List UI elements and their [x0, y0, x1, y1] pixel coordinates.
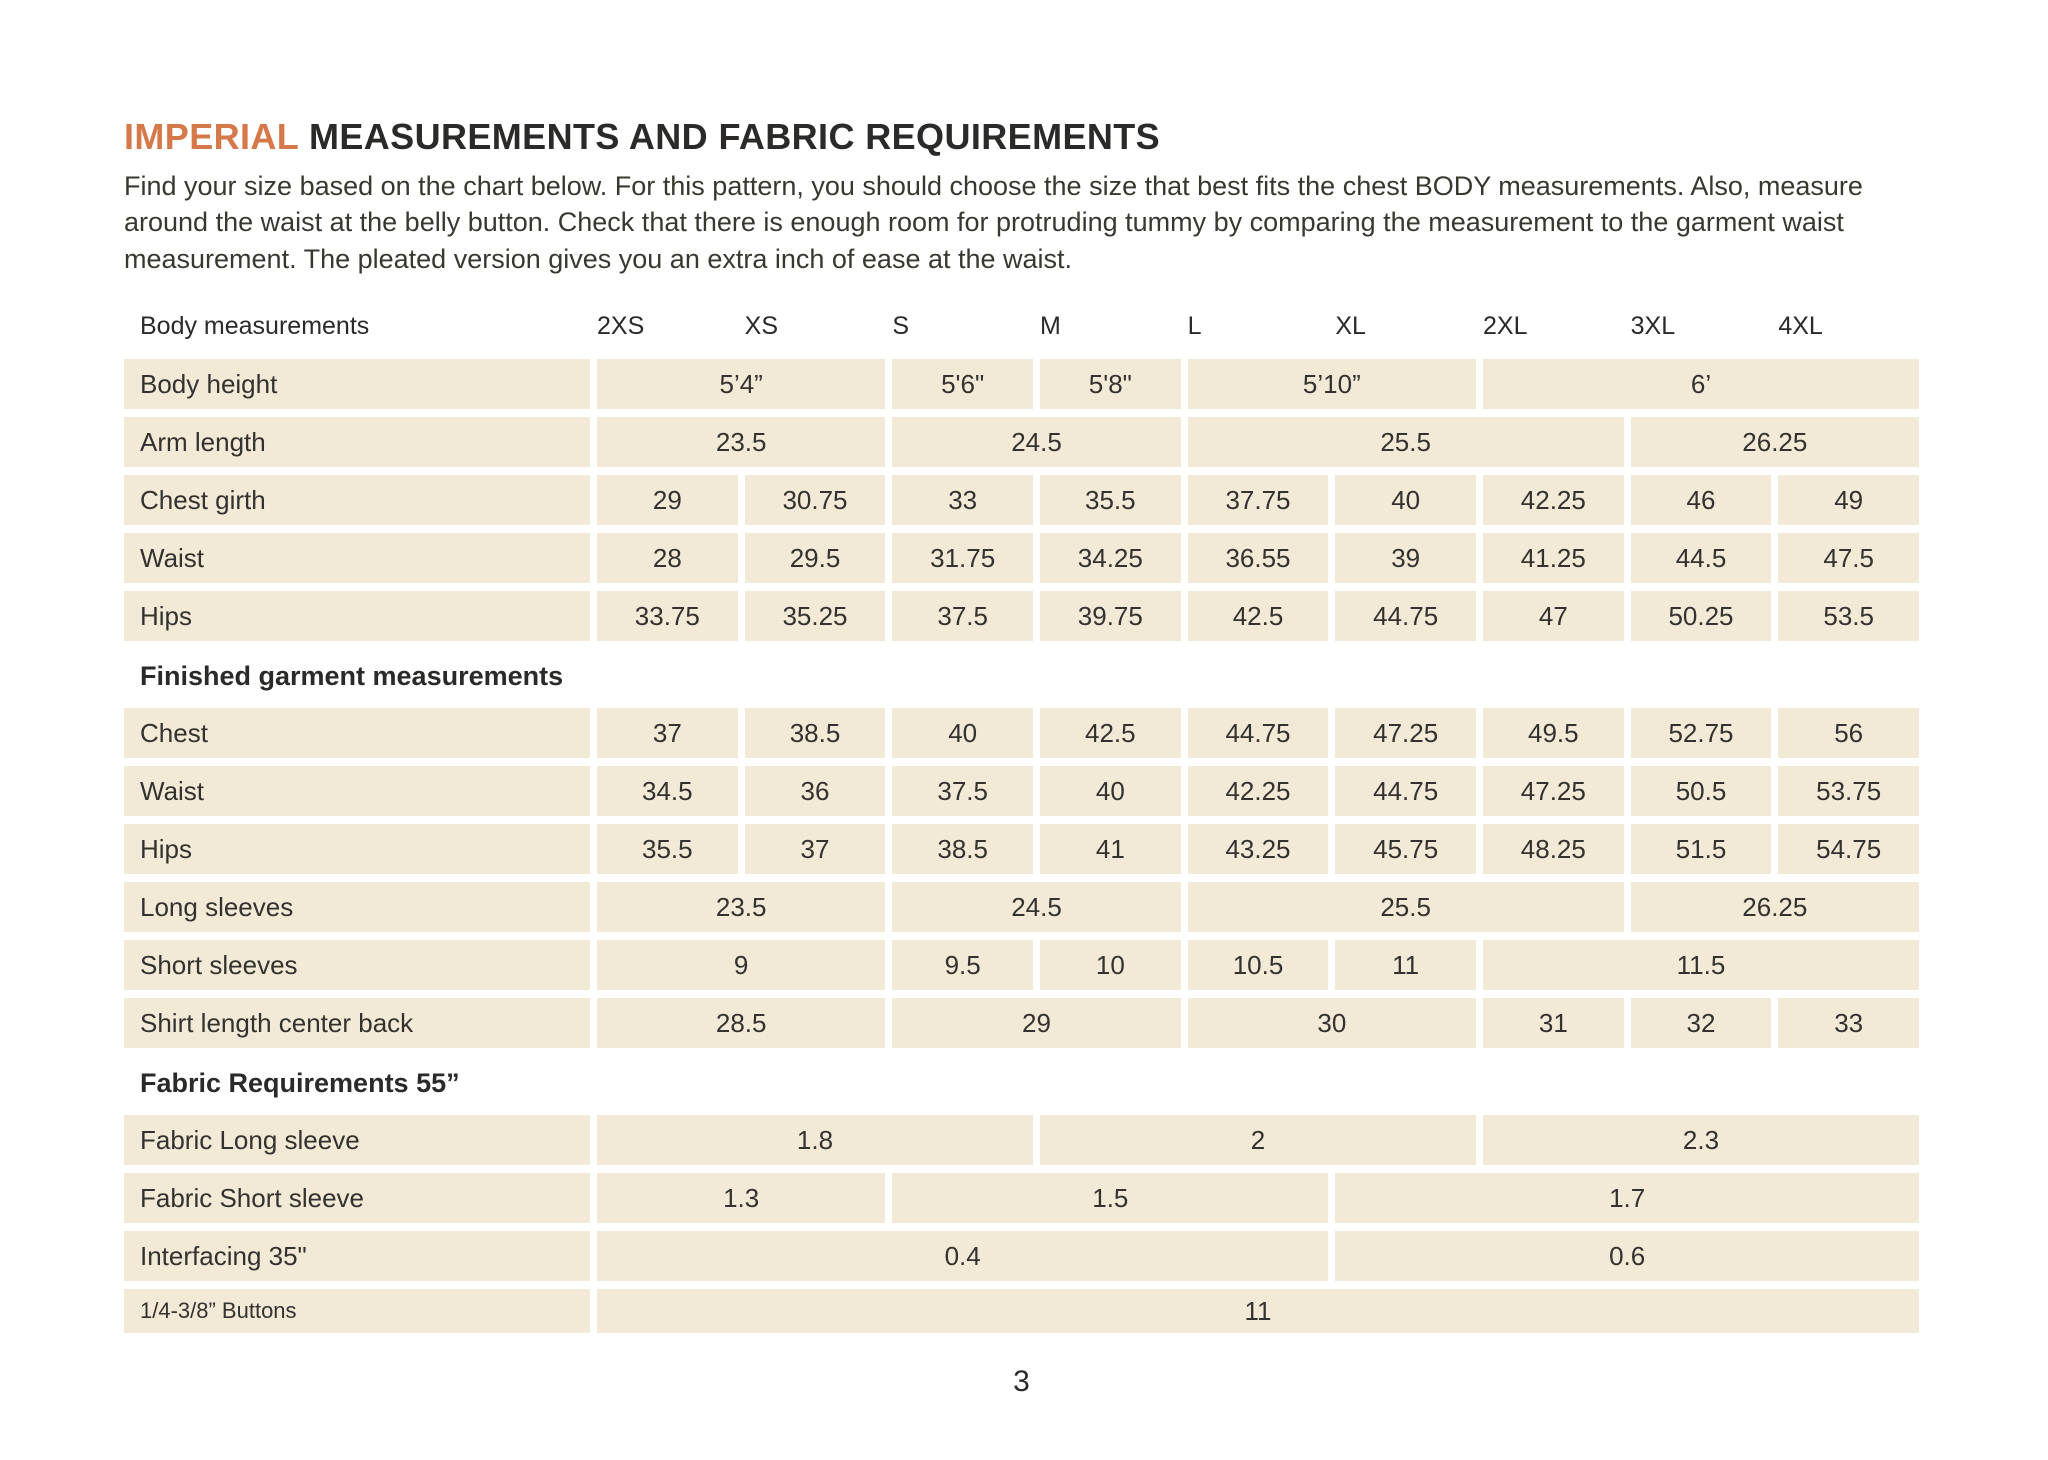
value-cell: 29 — [892, 998, 1180, 1048]
page-number: 3 — [1013, 1365, 1030, 1399]
value-cell: 26.25 — [1631, 882, 1919, 932]
value-cell: 37.75 — [1188, 475, 1329, 525]
table-row — [124, 1231, 1919, 1281]
value-cell: 1.3 — [597, 1173, 885, 1223]
value-cell: 49.5 — [1483, 708, 1624, 758]
value-cell: 0.6 — [1335, 1231, 1919, 1281]
value-cell: 41.25 — [1483, 533, 1624, 583]
size-column-header: S — [892, 311, 910, 340]
value-cell: 47 — [1483, 591, 1624, 641]
row-label: Short sleeves — [124, 940, 590, 990]
value-cell: 47.25 — [1483, 766, 1624, 816]
size-column-header: XL — [1335, 311, 1366, 340]
value-cell: 47.5 — [1778, 533, 1919, 583]
value-cell: 44.5 — [1631, 533, 1772, 583]
measurements-table — [124, 305, 1919, 1333]
table-row — [124, 417, 1919, 467]
value-cell: 5’10” — [1188, 359, 1476, 409]
value-cell: 44.75 — [1188, 708, 1329, 758]
value-cell: 46 — [1631, 475, 1772, 525]
table-row — [124, 766, 1919, 816]
value-cell: 2.3 — [1483, 1115, 1919, 1165]
value-cell: 24.5 — [892, 882, 1180, 932]
value-cell: 2 — [1040, 1115, 1476, 1165]
title-rest: MEASUREMENTS AND FABRIC REQUIREMENTS — [298, 116, 1161, 157]
size-column-header: 4XL — [1778, 311, 1823, 340]
row-label: Waist — [124, 766, 590, 816]
table-row — [124, 591, 1919, 641]
value-cell: 43.25 — [1188, 824, 1329, 874]
table-row — [124, 305, 1919, 347]
value-cell: 42.25 — [1188, 766, 1329, 816]
value-cell: 51.5 — [1631, 824, 1772, 874]
row-label: Fabric Long sleeve — [124, 1115, 590, 1165]
row-label: Fabric Short sleeve — [124, 1173, 590, 1223]
size-column-header: M — [1040, 311, 1061, 340]
value-cell: 25.5 — [1188, 882, 1624, 932]
value-cell: 10 — [1040, 940, 1181, 990]
table-row — [124, 359, 1919, 409]
table-row — [124, 1289, 1919, 1333]
value-cell: 1.8 — [597, 1115, 1033, 1165]
value-cell: 37.5 — [892, 766, 1033, 816]
row-label: Waist — [124, 533, 590, 583]
value-cell: 6’ — [1483, 359, 1919, 409]
value-cell: 30 — [1188, 998, 1476, 1048]
row-label: Body height — [124, 359, 590, 409]
row-label: Shirt length center back — [124, 998, 590, 1048]
page-title — [124, 116, 1922, 158]
value-cell: 5'8" — [1040, 359, 1181, 409]
value-cell: 41 — [1040, 824, 1181, 874]
size-column-header: 2XL — [1483, 311, 1528, 340]
table-row — [124, 1115, 1919, 1165]
value-cell: 25.5 — [1188, 417, 1624, 467]
value-cell: 35.5 — [597, 824, 738, 874]
value-cell: 47.25 — [1335, 708, 1476, 758]
value-cell: 9.5 — [892, 940, 1033, 990]
value-cell: 35.25 — [745, 591, 886, 641]
value-cell: 33 — [1778, 998, 1919, 1048]
value-cell: 30.75 — [745, 475, 886, 525]
value-cell: 36 — [745, 766, 886, 816]
value-cell: 29 — [597, 475, 738, 525]
value-cell: 37.5 — [892, 591, 1033, 641]
value-cell: 42.25 — [1483, 475, 1624, 525]
value-cell: 38.5 — [745, 708, 886, 758]
value-cell: 36.55 — [1188, 533, 1329, 583]
value-cell: 33.75 — [597, 591, 738, 641]
size-column-header: L — [1187, 311, 1202, 340]
table-row — [124, 940, 1919, 990]
column-header-label: Body measurements — [140, 311, 370, 340]
row-label: Hips — [124, 824, 590, 874]
value-cell: 28.5 — [597, 998, 885, 1048]
title-highlight: IMPERIAL — [124, 116, 299, 157]
value-cell: 31.75 — [892, 533, 1033, 583]
section-heading: Fabric Requirements 55” — [140, 1068, 460, 1099]
value-cell: 50.5 — [1631, 766, 1772, 816]
value-cell: 0.4 — [597, 1231, 1328, 1281]
value-cell: 34.25 — [1040, 533, 1181, 583]
value-cell: 35.5 — [1040, 475, 1181, 525]
value-cell: 11.5 — [1483, 940, 1919, 990]
value-cell: 48.25 — [1483, 824, 1624, 874]
row-label: 1/4-3/8” Buttons — [124, 1289, 590, 1333]
row-label: Chest girth — [124, 475, 590, 525]
value-cell: 1.7 — [1335, 1173, 1919, 1223]
value-cell: 34.5 — [597, 766, 738, 816]
table-row — [124, 882, 1919, 932]
value-cell: 40 — [1040, 766, 1181, 816]
value-cell: 32 — [1631, 998, 1772, 1048]
value-cell: 49 — [1778, 475, 1919, 525]
value-cell: 44.75 — [1335, 766, 1476, 816]
size-column-header: 2XS — [597, 311, 645, 340]
table-row — [124, 708, 1919, 758]
value-cell: 42.5 — [1188, 591, 1329, 641]
row-label: Arm length — [124, 417, 590, 467]
section-heading: Finished garment measurements — [140, 661, 564, 692]
value-cell: 24.5 — [892, 417, 1180, 467]
value-cell: 26.25 — [1631, 417, 1919, 467]
value-cell: 10.5 — [1188, 940, 1329, 990]
value-cell: 53.75 — [1778, 766, 1919, 816]
value-cell: 5'6" — [892, 359, 1033, 409]
value-cell: 56 — [1778, 708, 1919, 758]
table-row — [124, 824, 1919, 874]
value-cell: 23.5 — [597, 882, 885, 932]
value-cell: 39.75 — [1040, 591, 1181, 641]
row-label: Long sleeves — [124, 882, 590, 932]
table-row — [124, 475, 1919, 525]
row-label: Interfacing 35" — [124, 1231, 590, 1281]
size-column-header: XS — [744, 311, 779, 340]
value-cell: 44.75 — [1335, 591, 1476, 641]
value-cell: 33 — [892, 475, 1033, 525]
row-label: Chest — [124, 708, 590, 758]
value-cell: 54.75 — [1778, 824, 1919, 874]
table-row — [124, 1173, 1919, 1223]
value-cell: 40 — [1335, 475, 1476, 525]
value-cell: 52.75 — [1631, 708, 1772, 758]
value-cell: 23.5 — [597, 417, 885, 467]
table-row — [124, 998, 1919, 1048]
value-cell: 11 — [1335, 940, 1476, 990]
value-cell: 45.75 — [1335, 824, 1476, 874]
value-cell: 37 — [745, 824, 886, 874]
value-cell: 39 — [1335, 533, 1476, 583]
row-label: Hips — [124, 591, 590, 641]
value-cell: 40 — [892, 708, 1033, 758]
value-cell: 11 — [597, 1289, 1919, 1333]
value-cell: 1.5 — [892, 1173, 1328, 1223]
size-column-header: 3XL — [1630, 311, 1676, 340]
value-cell: 5’4” — [597, 359, 885, 409]
intro-paragraph: Find your size based on the chart below. For this pattern, you should choose the size that best fits the chest BODY measurements. Also, measure around the waist at the belly button. Check that there is enough room for protruding tummy by comparing the measurement to the garment waist measurement. The pleated version gives you an extra inch of ease at the waist. — [124, 171, 1863, 274]
value-cell: 9 — [597, 940, 885, 990]
value-cell: 29.5 — [745, 533, 886, 583]
table-row — [124, 533, 1919, 583]
value-cell: 31 — [1483, 998, 1624, 1048]
value-cell: 42.5 — [1040, 708, 1181, 758]
value-cell: 37 — [597, 708, 738, 758]
value-cell: 53.5 — [1778, 591, 1919, 641]
value-cell: 38.5 — [892, 824, 1033, 874]
value-cell: 28 — [597, 533, 738, 583]
value-cell: 50.25 — [1631, 591, 1772, 641]
